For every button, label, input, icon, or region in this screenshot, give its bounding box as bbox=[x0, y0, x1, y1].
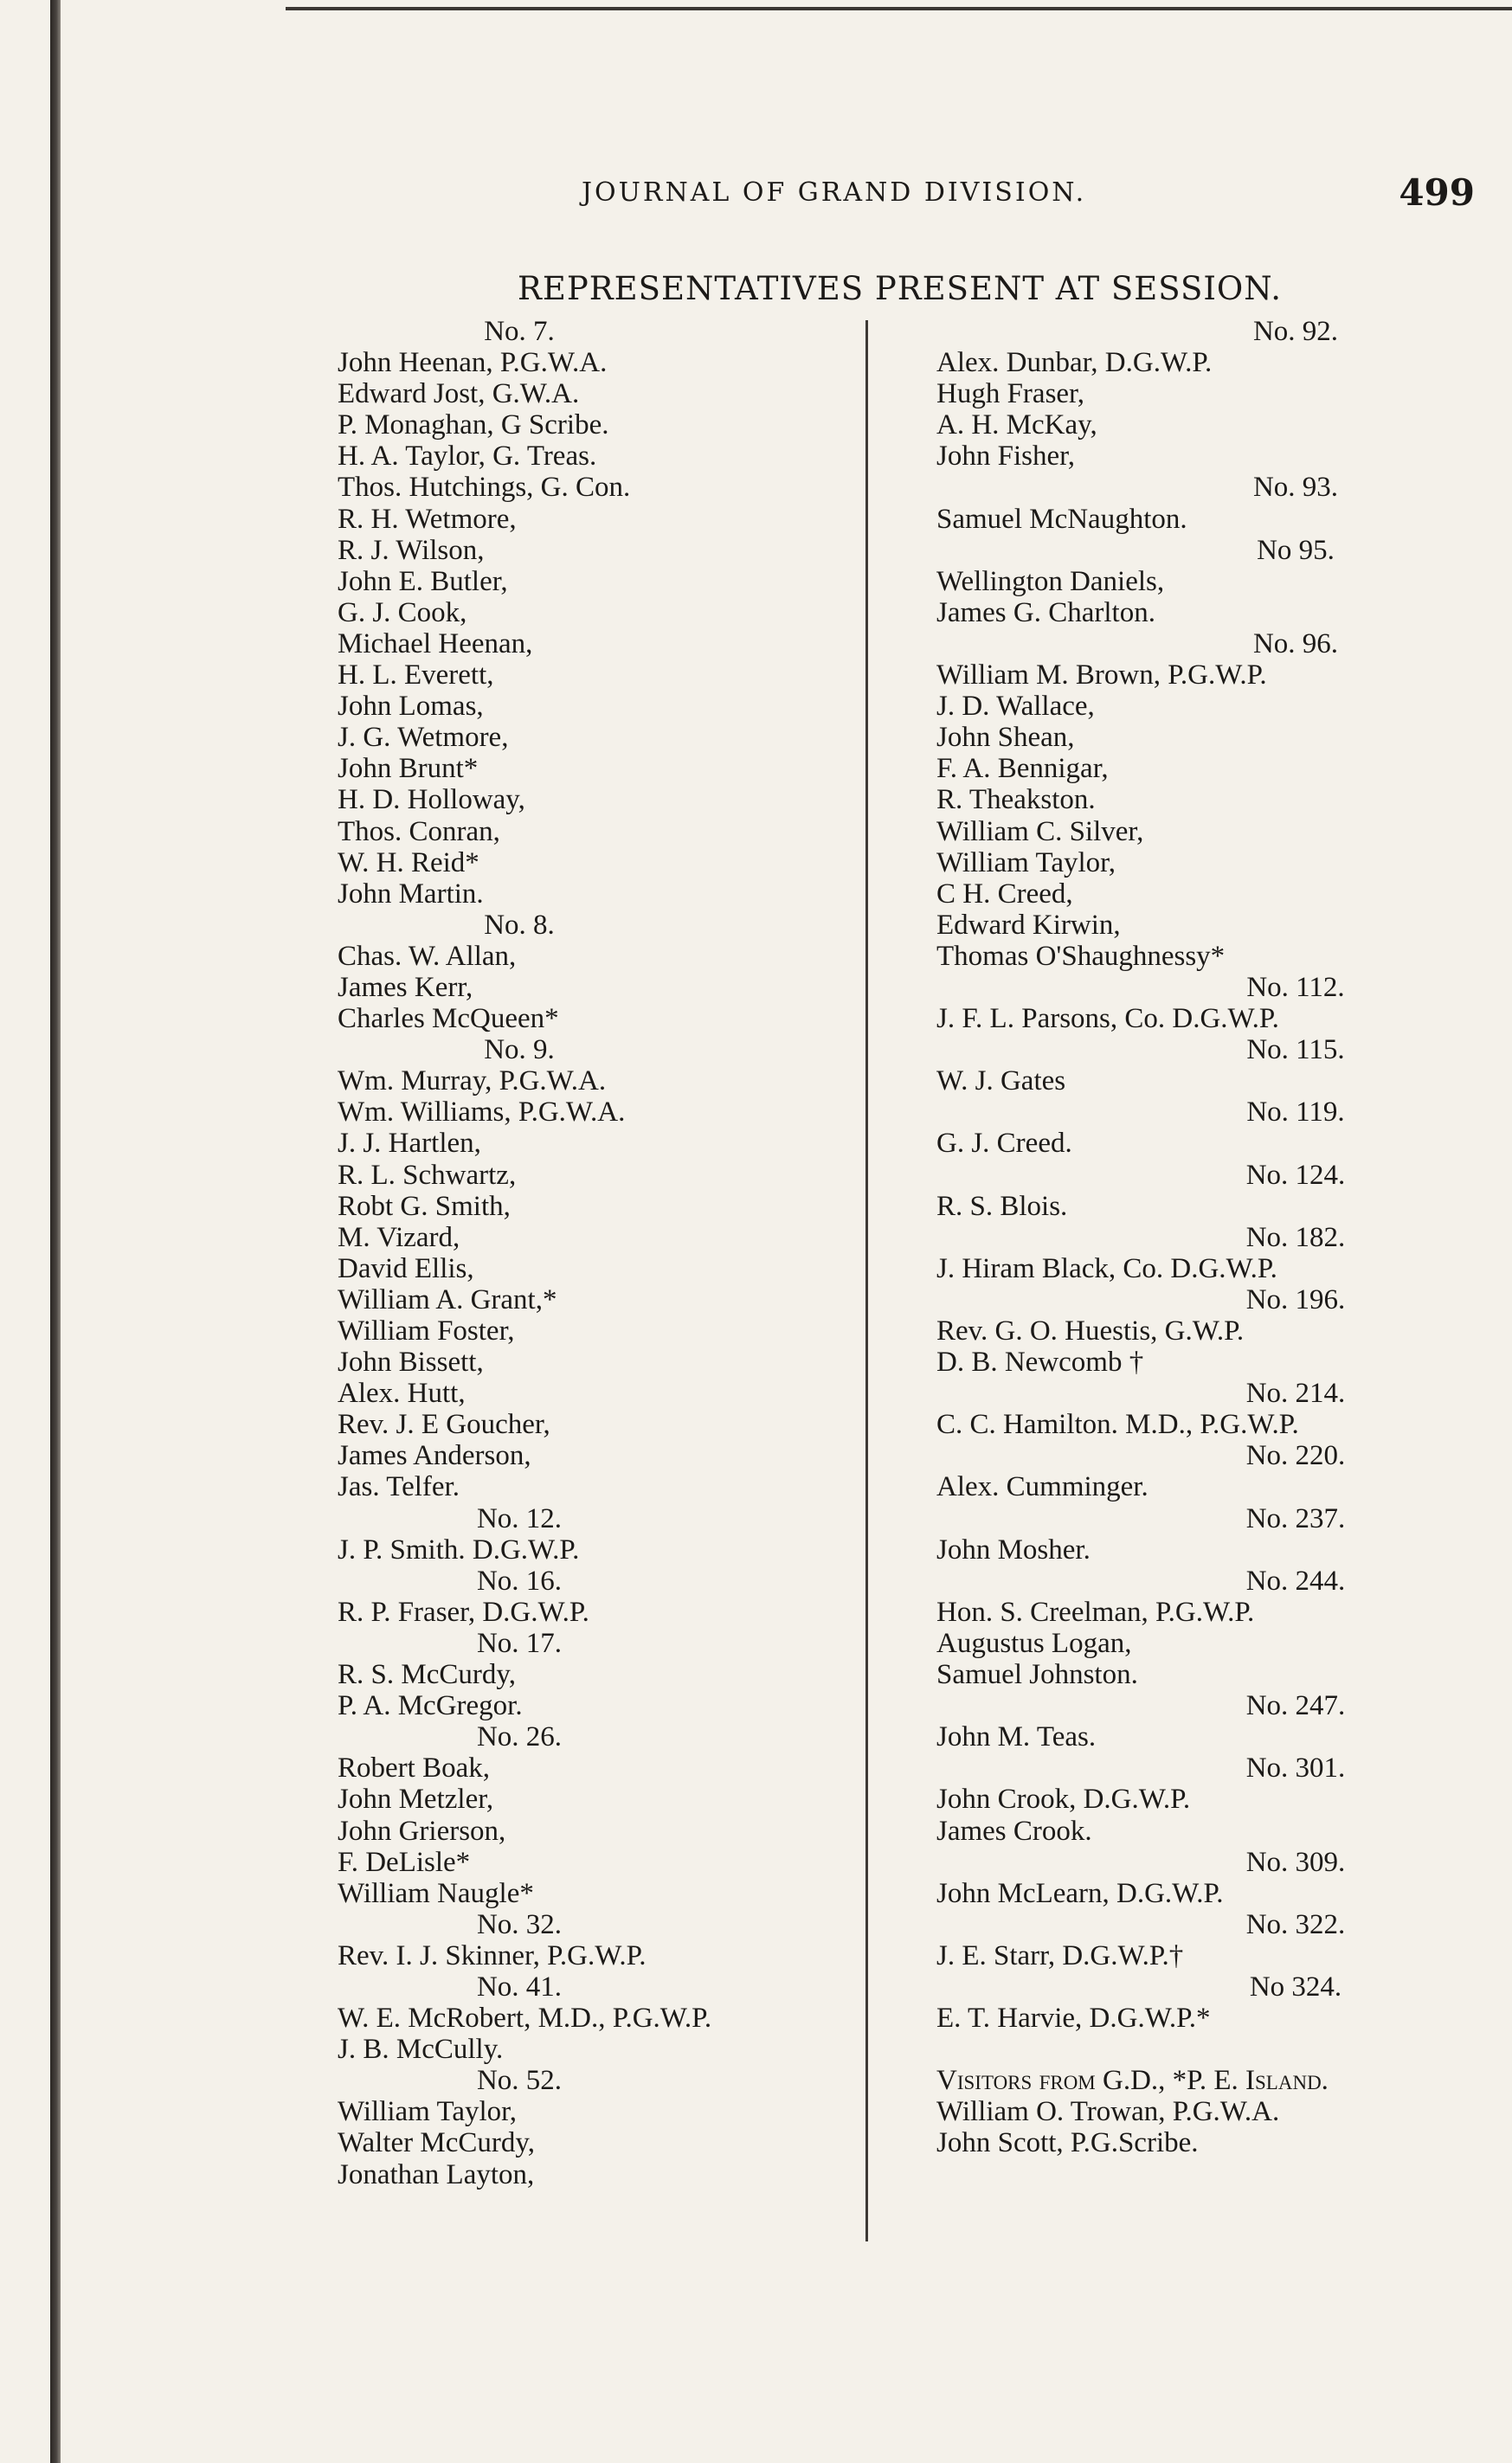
representative-name: John Scott, P.G.Scribe. bbox=[936, 2127, 1199, 2159]
division-number: No. 32. bbox=[476, 1908, 563, 1940]
division-number: No. 247. bbox=[1245, 1690, 1346, 1722]
representative-name: John Heenan, P.G.W.A. bbox=[338, 347, 608, 379]
representative-name: R. J. Wilson, bbox=[338, 534, 485, 566]
representative-name: Thos. Hutchings, G. Con. bbox=[338, 472, 631, 504]
representative-name: William A. Grant,* bbox=[338, 1283, 557, 1315]
representative-name: Hon. S. Creelman, P.G.W.P. bbox=[936, 1596, 1255, 1628]
division-number: No. 16. bbox=[476, 1565, 563, 1597]
representative-name: Charles McQueen* bbox=[338, 1003, 559, 1035]
representative-name: William Naugle* bbox=[338, 1877, 534, 1909]
representative-name: H. D. Holloway, bbox=[338, 784, 525, 816]
division-number: No. 309. bbox=[1245, 1846, 1346, 1878]
representative-name: Wm. Murray, P.G.W.A. bbox=[338, 1065, 607, 1097]
representative-name: J. D. Wallace, bbox=[936, 691, 1095, 723]
representative-name: John Bissett, bbox=[338, 1347, 484, 1379]
division-number: No. 96. bbox=[1252, 627, 1339, 659]
representative-name: Rev. J. E Goucher, bbox=[338, 1409, 550, 1441]
representative-name: Thomas O'Shaughnessy* bbox=[936, 940, 1226, 972]
division-number: No 324. bbox=[1249, 1971, 1342, 2003]
representative-name: J. E. Starr, D.G.W.P.† bbox=[936, 1939, 1184, 1971]
representative-name: J. J. Hartlen, bbox=[338, 1128, 481, 1160]
representative-name: W. H. Reid* bbox=[338, 846, 479, 878]
representative-name: Augustus Logan, bbox=[936, 1627, 1132, 1659]
representative-name: David Ellis, bbox=[338, 1252, 474, 1284]
division-number: No. 8. bbox=[484, 909, 555, 941]
division-number: No. 41. bbox=[476, 1971, 563, 2003]
representative-name: Alex. Cumminger. bbox=[936, 1471, 1148, 1503]
representative-name: R. L. Schwartz, bbox=[338, 1159, 517, 1191]
page-number: 499 bbox=[1399, 171, 1475, 214]
representative-name: C. C. Hamilton. M.D., P.G.W.P. bbox=[936, 1409, 1299, 1441]
division-number: No. 112. bbox=[1246, 971, 1345, 1003]
running-header: JOURNAL OF GRAND DIVISION. bbox=[582, 177, 1087, 208]
representative-name: Alex. Dunbar, D.G.W.P. bbox=[936, 347, 1213, 379]
representative-name: Michael Heenan, bbox=[338, 627, 533, 659]
representative-name: James Kerr, bbox=[338, 971, 473, 1003]
representative-name: John Crook, D.G.W.P. bbox=[936, 1784, 1191, 1816]
representative-name: John Mosher. bbox=[936, 1534, 1091, 1566]
representative-name: Walter McCurdy, bbox=[338, 2127, 535, 2159]
representative-name: J. F. L. Parsons, Co. D.G.W.P. bbox=[936, 1003, 1279, 1035]
representative-name: J. G. Wetmore, bbox=[338, 722, 509, 754]
representative-name: R. S. Blois. bbox=[936, 1190, 1068, 1222]
division-number: No. 322. bbox=[1245, 1908, 1346, 1940]
representative-name: G. J. Cook, bbox=[338, 596, 467, 628]
representative-name: R. Theakston. bbox=[936, 784, 1096, 816]
representative-name: J. B. McCully. bbox=[338, 2034, 504, 2066]
column-divider bbox=[865, 320, 868, 2241]
representative-name: James G. Charlton. bbox=[936, 596, 1155, 628]
division-number: No. 17. bbox=[476, 1627, 563, 1659]
representative-name: John Fisher, bbox=[936, 441, 1076, 473]
division-number: No. 52. bbox=[476, 2065, 563, 2097]
right-column bbox=[936, 316, 1473, 2159]
representative-name: J. P. Smith. D.G.W.P. bbox=[338, 1534, 580, 1566]
division-number: No 95. bbox=[1257, 534, 1335, 566]
representative-name: John M. Teas. bbox=[936, 1721, 1097, 1753]
representative-name: F. A. Bennigar, bbox=[936, 753, 1109, 785]
representative-name: F. DeLisle* bbox=[338, 1846, 471, 1878]
representative-name: R. P. Fraser, D.G.W.P. bbox=[338, 1596, 589, 1628]
division-number: No. 244. bbox=[1245, 1565, 1346, 1597]
representative-name: R. H. Wetmore, bbox=[338, 503, 517, 535]
division-number: No. 115. bbox=[1246, 1034, 1345, 1066]
visitors-heading: Visitors from G.D., *P. E. Island. bbox=[936, 2065, 1329, 2097]
division-number: No. 12. bbox=[476, 1502, 563, 1534]
representative-name: Chas. W. Allan, bbox=[338, 940, 517, 972]
representative-name: A. H. McKay, bbox=[936, 409, 1097, 441]
representative-name: Robt G. Smith, bbox=[338, 1190, 511, 1222]
representative-name: Samuel McNaughton. bbox=[936, 503, 1187, 535]
representative-name: Robert Boak, bbox=[338, 1752, 490, 1785]
division-number: No. 119. bbox=[1246, 1096, 1345, 1129]
representative-name: E. T. Harvie, D.G.W.P.* bbox=[936, 2003, 1211, 2035]
representative-name: William Foster, bbox=[338, 1315, 515, 1347]
representative-name: John E. Butler, bbox=[338, 565, 508, 597]
representative-name: William C. Silver, bbox=[936, 815, 1144, 847]
representative-name: Thos. Conran, bbox=[338, 815, 500, 847]
representative-name: Wellington Daniels, bbox=[936, 565, 1165, 597]
page-binding-edge bbox=[50, 0, 61, 2463]
representative-name: John Metzler, bbox=[338, 1784, 494, 1816]
division-number: No. 237. bbox=[1245, 1502, 1346, 1534]
representative-name: James Anderson, bbox=[338, 1440, 531, 1472]
representative-name: W. J. Gates bbox=[936, 1065, 1066, 1097]
division-number: No. 7. bbox=[484, 316, 555, 347]
representative-name: Edward Kirwin, bbox=[936, 909, 1121, 941]
division-number: No. 182. bbox=[1245, 1221, 1346, 1253]
representative-name: W. E. McRobert, M.D., P.G.W.P. bbox=[338, 2003, 712, 2035]
division-number: No. 93. bbox=[1252, 472, 1339, 504]
representative-name: Edward Jost, G.W.A. bbox=[338, 378, 580, 410]
representative-name: G. J. Creed. bbox=[936, 1128, 1072, 1160]
top-rule bbox=[286, 7, 1512, 10]
representative-name: M. Vizard, bbox=[338, 1221, 460, 1253]
division-number: No. 92. bbox=[1252, 316, 1339, 347]
representative-name: Hugh Fraser, bbox=[936, 378, 1084, 410]
representative-name: John Lomas, bbox=[338, 691, 484, 723]
representative-name: Wm. Williams, P.G.W.A. bbox=[338, 1096, 626, 1129]
representative-name: William Taylor, bbox=[936, 846, 1116, 878]
representative-name: William O. Trowan, P.G.W.A. bbox=[936, 2096, 1280, 2128]
representative-name: Jas. Telfer. bbox=[338, 1471, 460, 1503]
representative-name: Samuel Johnston. bbox=[936, 1659, 1138, 1691]
representative-name: C H. Creed, bbox=[936, 878, 1073, 910]
division-number: No. 26. bbox=[476, 1721, 563, 1753]
representative-name: William Taylor, bbox=[338, 2096, 518, 2128]
representative-name: Rev. I. J. Skinner, P.G.W.P. bbox=[338, 1939, 647, 1971]
representative-name: John Shean, bbox=[936, 722, 1075, 754]
division-number: No. 124. bbox=[1245, 1159, 1346, 1191]
representative-name: Alex. Hutt, bbox=[338, 1378, 466, 1410]
representative-name: P. A. McGregor. bbox=[338, 1690, 523, 1722]
representative-name: Jonathan Layton, bbox=[338, 2158, 535, 2190]
representative-name: H. L. Everett, bbox=[338, 659, 494, 691]
representative-name: J. Hiram Black, Co. D.G.W.P. bbox=[936, 1252, 1277, 1284]
division-number: No. 301. bbox=[1245, 1752, 1346, 1785]
representative-name: P. Monaghan, G Scribe. bbox=[338, 409, 609, 441]
division-number: No. 9. bbox=[484, 1034, 555, 1066]
blank-line bbox=[936, 2034, 1473, 2065]
representative-name: John Grierson, bbox=[338, 1815, 506, 1847]
section-title: REPRESENTATIVES PRESENT AT SESSION. bbox=[518, 270, 1283, 307]
representative-name: William M. Brown, P.G.W.P. bbox=[936, 659, 1267, 691]
representative-name: D. B. Newcomb † bbox=[936, 1347, 1144, 1379]
representative-name: Rev. G. O. Huestis, G.W.P. bbox=[936, 1315, 1245, 1347]
representative-name: James Crook. bbox=[936, 1815, 1092, 1847]
division-number: No. 214. bbox=[1245, 1378, 1346, 1410]
representative-name: H. A. Taylor, G. Treas. bbox=[338, 441, 597, 473]
representative-name: John Martin. bbox=[338, 878, 484, 910]
left-column bbox=[338, 316, 874, 2190]
representative-name: John McLearn, D.G.W.P. bbox=[936, 1877, 1224, 1909]
representative-name: John Brunt* bbox=[338, 753, 479, 785]
division-number: No. 220. bbox=[1245, 1440, 1346, 1472]
division-number: No. 196. bbox=[1245, 1283, 1346, 1315]
representative-name: R. S. McCurdy, bbox=[338, 1659, 516, 1691]
